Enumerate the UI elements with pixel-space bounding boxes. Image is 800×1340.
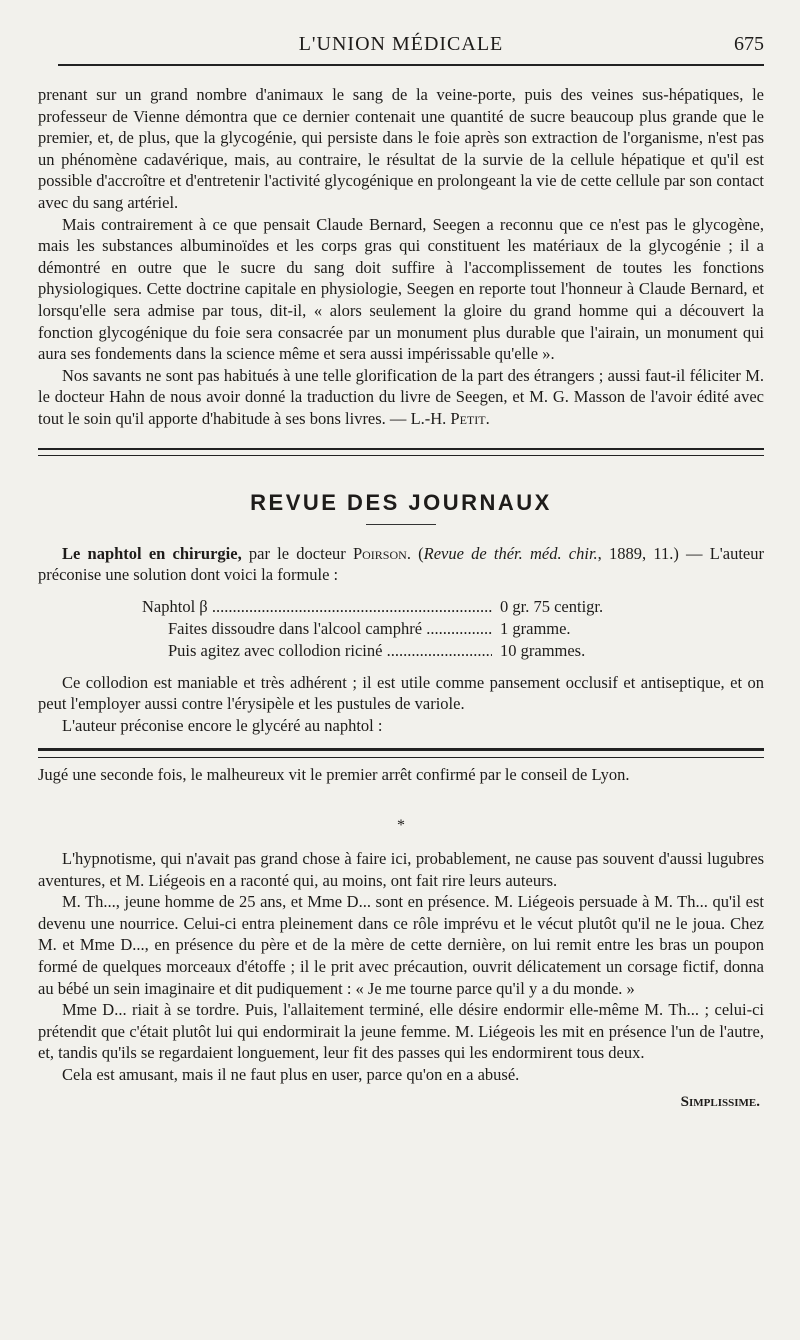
paragraph-text: Nos savants ne sont pas habitués à une telle glorification de la part des étrangers ; aussi faut-il féliciter M. le docteur Hahn de nous avoir donné la traduction du livre de Seegen, et M. G. Masson de l'avoir édité avec tout le soin qu'il apporte d'habitude à ses bons livres. —: [38, 365, 764, 428]
paragraph: [38, 365, 764, 430]
star-separator: *: [397, 817, 405, 835]
journal-name: Revue de thér. méd. chir.: [423, 543, 598, 563]
page-header: [38, 0, 764, 62]
header-rule: [58, 64, 764, 66]
recipe-row: [142, 640, 632, 662]
seegen-article-end: [38, 62, 764, 430]
paragraph: prenant sur un grand nombre d'animaux le sang de la veine-porte, puis des veines sus-hépatiques, le professeur de Vienne démontra que ce dernier contenait une quantité de sucre beaucoup plus grande que le premier, et, de plus, que la glycogénie, qui persiste dans le foie après son extraction de l'organisme, n'est pas un phénomène cadavérique, mais, au contraire, le résultat de la survie de la cellule hépatique et qu'il est possible d'accroître et d'entretenir l'activité glycogénique en prolongeant la vie de cette cellule par son contact avec du sang artériel.: [38, 85, 764, 212]
citation-rest: , 1889, 11.) — L'auteur préconise une solution dont voici la formule :: [38, 543, 764, 585]
paragraph: Mme D... riait à se tordre. Puis, l'allaitement terminé, elle désire endormir elle-même M. Th... ; celui-ci prétendit que c'était plutôt lui qui endormirait la jeune femme. M. Liégeois les mit en présence l'un de l'autre, et, tandis qu'ils se regardaient longuement, leur fit des passes qui les endormirent tous deux.: [38, 1000, 764, 1063]
fragment-paragraph: Jugé une seconde fois, le malheureux vit le premier arrêt confirmé par le conseil de Lyon.: [38, 765, 630, 785]
recipe-quantity: 10 grammes.: [492, 640, 632, 662]
recipe-ingredient: Faites dissoudre dans l'alcool camphré .....: [168, 618, 492, 640]
recipe-ingredient: Naphtol β .....: [142, 596, 492, 618]
section-divider: [38, 448, 764, 456]
review-title: Le naphtol en chirurgie,: [62, 543, 242, 563]
review-heading-paragraph: [38, 543, 764, 586]
naphtol-review: [38, 543, 764, 737]
section-title: REVUE DES JOURNAUX: [250, 489, 552, 515]
paragraph: Cela est amusant, mais il ne faut plus en user, parce qu'on en a abusé.: [62, 1065, 520, 1084]
paragraph: Mais contrairement à ce que pensait Claude Bernard, Seegen a reconnu que ce n'est pas le glycogène, mais les substances albuminoïdes et les corps gras qui constituent les matériaux de la glycogénie ; il a démontré en outre que le sucre du sang doit suffire à l'accomplissement de toutes les fonctions physiologiques. Cette doctrine capitale en physiologie, Seegen en reporte tout l'honneur à Claude Bernard, et lorsqu'elle sera admise par tous, dit-il, « alors seulement la gloire du grand homme qui a découvert la fonction glycogénique du foie sera consacrée par un monument plus durable que l'airain, un monument qui aura ses fondements dans la science même et sera aussi impérissable qu'elle ».: [38, 214, 764, 364]
hypnotism-story: [38, 848, 764, 1111]
title-rule: [366, 524, 436, 525]
recipe-formula: [142, 596, 632, 662]
citation-open: . (: [406, 543, 424, 563]
paragraph: M. Th..., jeune homme de 25 ans, et Mme D... sont en présence. M. Liégeois persuade à M. Th... qu'il est devenu une nourrice. Celui-ci entra pleinement dans ce rôle imprévu et le vécut plutôt qu'il ne le joua. Chez M. et Mme D..., en présence du père et de la mère de cette dernière, on lui remit entre les bras un poupon formé de quelques morceaux d'étoffe ; il le prit avec précaution, ouvrit délicatement un corsage fictif, donna au bébé un sein imaginaire et dit pudiquement : « Je me tourne parce qu'il y a du monde. »: [38, 892, 764, 998]
recipe-quantity: 1 gramme.: [492, 618, 632, 640]
paragraph: L'auteur préconise encore le glycéré au naphtol :: [62, 715, 383, 735]
recipe-ingredient: Puis agitez avec collodion riciné .....: [168, 640, 492, 662]
recipe-row: [142, 618, 632, 640]
review-author: Poirson: [352, 543, 407, 563]
paragraph: L'hypnotisme, qui n'avait pas grand chose à faire ici, probablement, ne cause pas souvent d'aussi lugubres aventures, et M. Liégeois en a raconté qui, au moins, ont fait rire leurs auteurs.: [38, 849, 764, 890]
story-signature: Simplissime.: [680, 1093, 760, 1110]
running-title: L'UNION MÉDICALE: [298, 33, 504, 55]
review-byline: par le docteur: [241, 543, 353, 563]
page-number: 675: [734, 33, 764, 55]
recipe-quantity: 0 gr. 75 centigr.: [492, 596, 632, 618]
author-signature: L.-H. Petit.: [410, 408, 490, 428]
paragraph: Ce collodion est maniable et très adhérent ; il est utile comme pansement occlusif et antiseptique, et on peut l'employer aussi contre l'érysipèle et les pustules de variole.: [38, 672, 764, 714]
heavy-divider: [38, 748, 764, 758]
recipe-row: [142, 596, 632, 618]
